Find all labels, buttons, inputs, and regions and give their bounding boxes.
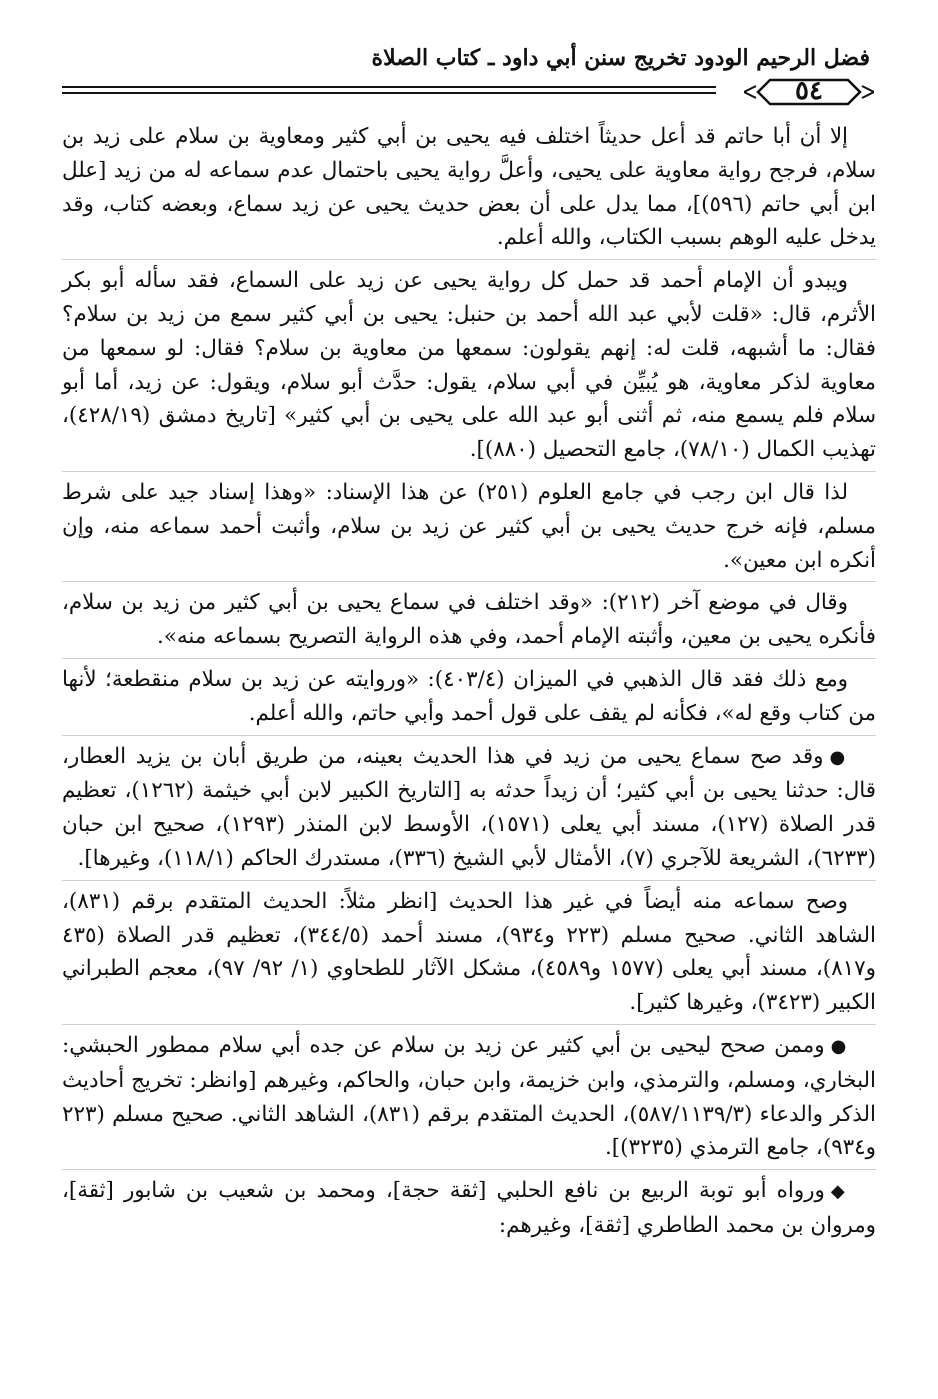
paragraph: لذا قال ابن رجب في جامع العلوم (٢٥١) عن هذا الإسناد: «وهذا إسناد جيد على شرط مسلم، فإنه خرج حديث يحيى بن أبي كثير عن زيد بن سلام، وأثبت أحمد سماعه منه، وإن أنكره ابن معين».: [62, 476, 876, 582]
page-number-badge: [744, 72, 874, 112]
paragraph: إلا أن أبا حاتم قد أعل حديثاً اختلف فيه يحيى بن أبي كثير ومعاوية بن سلام على زيد بن سلام، فرجح رواية معاوية على يحيى، وأعلَّ رواية يحيى باحتمال عدم سماعه له من زيد [علل ابن أبي حاتم (٥٩٦)]، مما يدل على أن بعض حديث يحيى عن زيد سماع، وبعضه كتاب، وقد يدخل عليه الوهم بسبب الكتاب، والله أعلم.: [62, 120, 876, 260]
paragraph: وصح سماعه منه أيضاً في غير هذا الحديث [انظر مثلاً: الحديث المتقدم برقم (٨٣١)، الشاهد الثاني. صحيح مسلم (٢٢٣ و٩٣٤)، مسند أحمد (٣٤٤/٥)، تعظيم قدر الصلاة (٤٣٥ و٨١٧)، مسند أبي يعلى (١٥٧٧ و٤٥٨٩)، مشكل الآثار للطحاوي (١/ ٩٢/ ٩٧)، معجم الطبراني الكبير (٣٤٢٣)، وغيرها كثير].: [62, 885, 876, 1025]
paragraph: ومع ذلك فقد قال الذهبي في الميزان (٤٠٣/٤): «وروايته عن زيد بن سلام منقطعة؛ لأنها من كتاب وقع له»، فكأنه لم يقف على قول أحمد وأبي حاتم، والله أعلم.: [62, 663, 876, 736]
bullet-paragraph: ●وممن صحح ليحيى بن أبي كثير عن زيد بن سلام عن جده أبي سلام ممطور الحبشي: البخاري، ومسلم، والترمذي، وابن خزيمة، وابن حبان، والحاكم، وغيرهم [وانظر: تخريج أحاديث الذكر والدعاء (٥٨٧/١١٣٩/٣)، الحديث المتقدم برقم (٨٣١)، الشاهد الثاني. صحيح مسلم (٢٢٣ و٩٣٤)، جامع الترمذي (٣٢٣٥)].: [62, 1029, 876, 1170]
bullet-paragraph: ◆ورواه أبو توبة الربيع بن نافع الحلبي [ثقة حجة]، ومحمد بن شعيب بن شابور [ثقة]، ومروان بن محمد الطاطري [ثقة]، وغيرهم:: [62, 1178, 876, 1238]
header-rule-line-top: [62, 86, 716, 88]
bullet-icon: ●: [829, 746, 848, 768]
body-text: [62, 120, 876, 1247]
bullet-paragraph: ●وقد صح سماع يحيى من زيد في هذا الحديث بعينه، من طريق أبان بن يزيد العطار، قال: حدثنا يحيى بن أبي كثير؛ أن زيداً حدثه به [التاريخ الكبير لابن أبي خيثمة (١٢٦٢)، تعظيم قدر الصلاة (١٢٧)، مسند أبي يعلى (١٥٧١)، الأوسط لابن المنذر (١٢٩٣)، صحيح ابن حبان (٦٢٣٣)، الشريعة للآجري (٧)، الأمثال لأبي الشيخ (٣٣٦)، مستدرك الحاكم (١١٨/١)، وغيرها].: [62, 740, 876, 881]
bullet-icon: ◆: [830, 1181, 848, 1203]
running-header-title: فضل الرحيم الودود تخريج سنن أبي داود ـ كتاب الصلاة: [371, 45, 870, 71]
header-rule: [62, 76, 876, 120]
paragraph: وقال في موضع آخر (٢١٢): «وقد اختلف في سماع يحيى بن أبي كثير من زيد بن سلام، فأنكره يحيى بن معين، وأثبته الإمام أحمد، وفي هذه الرواية التصريح بسماعه منه».: [62, 586, 876, 659]
running-header: [62, 40, 870, 76]
page-number: ٥٤: [795, 76, 823, 106]
bullet-icon: ●: [830, 1035, 848, 1057]
header-rule-line-bottom: [62, 92, 716, 94]
paragraph: ويبدو أن الإمام أحمد قد حمل كل رواية يحيى عن زيد على السماع، فقد سأله أبو بكر الأثرم، قال: «قلت لأبي عبد الله أحمد بن حنبل: يحيى بن أبي كثير سمع من زيد بن سلام؟ فقال: ما أشبهه، قلت له: إنهم يقولون: سمعها من معاوية بن سلام؟ فقال: لو سمعها من معاوية لذكر معاوية، هو يُبيِّن في أبي سلام، يقول: حدَّث أبو سلام، ويقول: عن زيد، أما أبو سلام فلم يسمع منه، ثم أثنى أبو عبد الله على يحيى بن أبي كثير» [تاريخ دمشق (٤٢٨/١٩)، تهذيب الكمال (٧٨/١٠)، جامع التحصيل (٨٨٠)].: [62, 264, 876, 472]
